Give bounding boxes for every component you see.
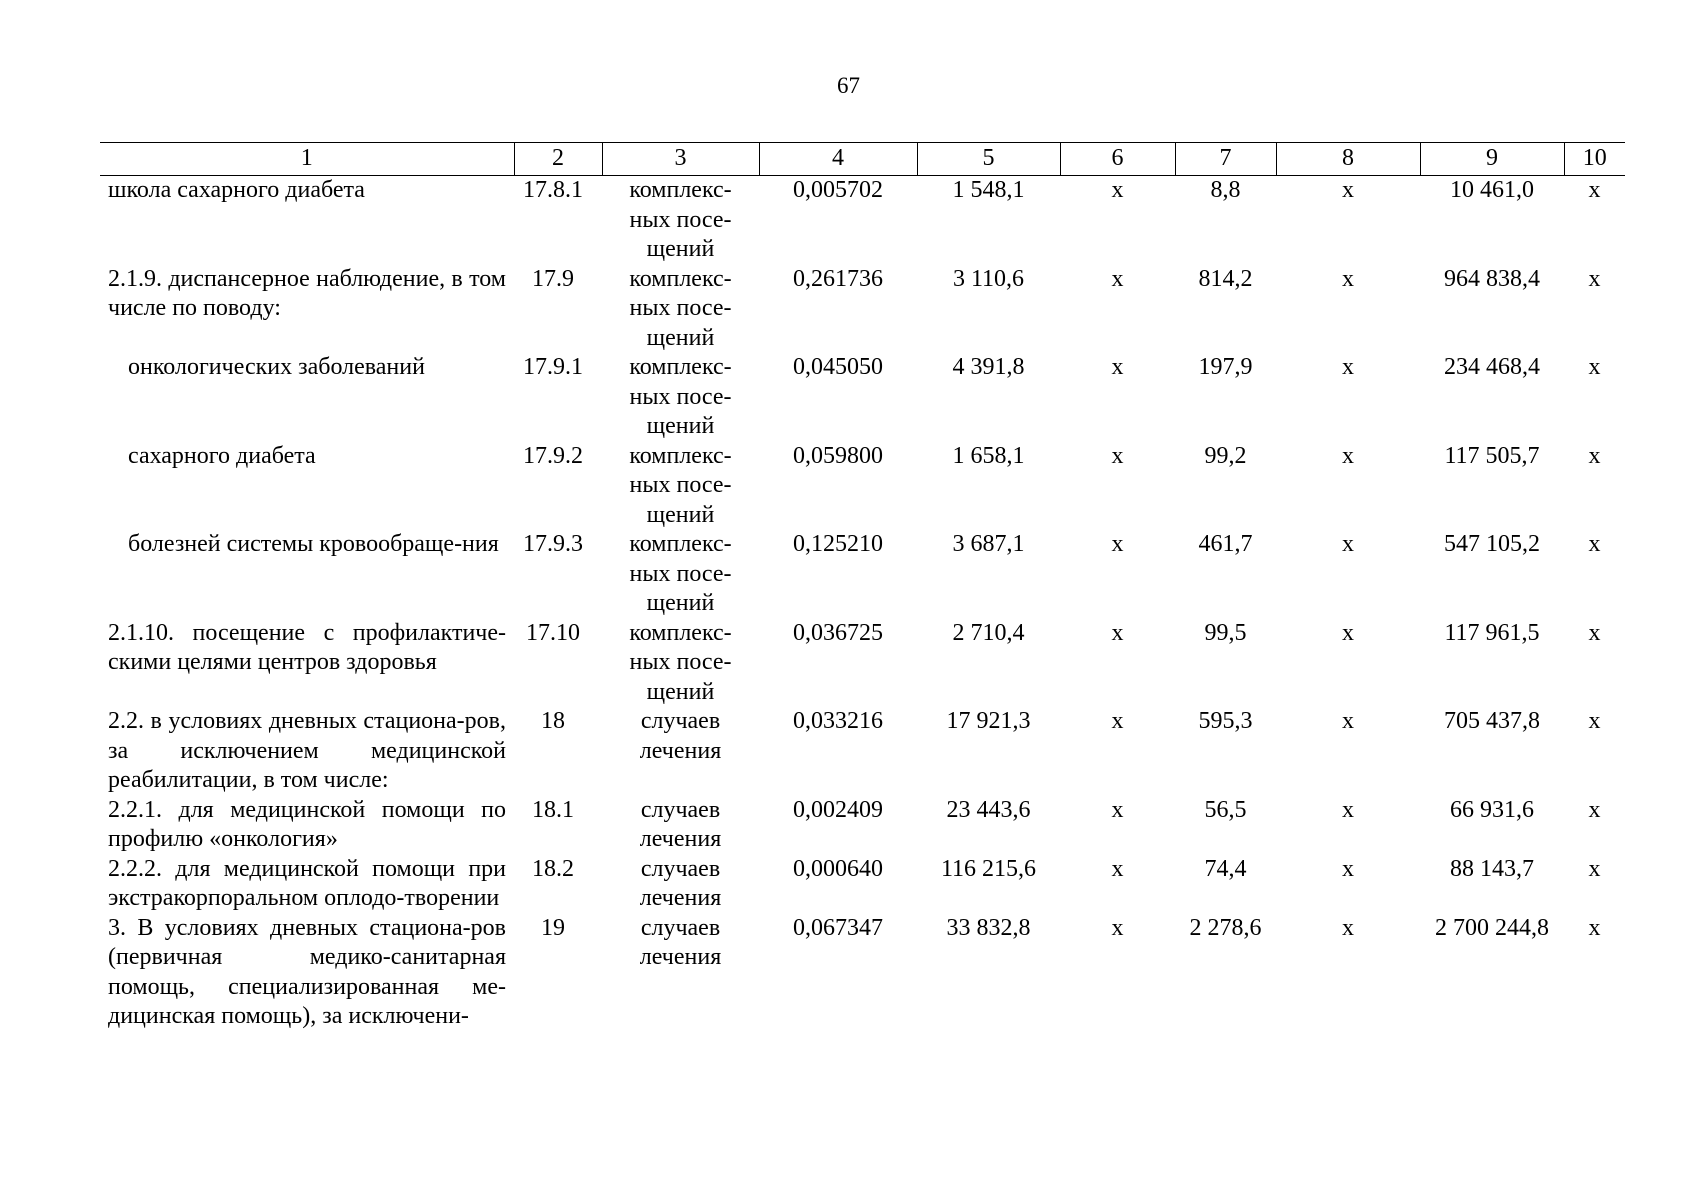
table-row [100, 619, 1625, 708]
row-unit-line: лечения [639, 944, 722, 970]
row-col10: х [1588, 354, 1601, 380]
table-row [100, 914, 1625, 1032]
row-unit-line: щений [646, 324, 715, 351]
row-name: 2.2. в условиях дневных стациона-ров, за исключением медицинской реабилитации, в том числе: [108, 708, 506, 793]
row-unit-line: случаев [640, 796, 721, 823]
row-code: 18.1 [532, 796, 574, 823]
row-code: 17.9.1 [523, 354, 583, 380]
table-row [100, 176, 1625, 265]
column-header: 8 [1276, 143, 1420, 176]
page-number: 67 [837, 73, 860, 98]
row-unit [602, 176, 759, 265]
row-unit-line: случаев [640, 855, 721, 882]
row-col7: 8,8 [1210, 177, 1241, 203]
row-col4: 0,033216 [793, 708, 883, 734]
row-col4: 0,005702 [793, 177, 883, 203]
row-unit [602, 707, 759, 796]
row-col10: х [1588, 265, 1601, 292]
row-unit [602, 265, 759, 354]
row-col8: х [1342, 708, 1354, 734]
row-col9: 117 505,7 [1444, 442, 1540, 469]
row-code: 17.9 [532, 265, 574, 292]
row-col9: 117 961,5 [1444, 619, 1540, 646]
row-unit [602, 619, 759, 708]
row-col10: х [1588, 796, 1601, 823]
column-header: 5 [917, 143, 1060, 176]
row-code: 17.8.1 [523, 177, 583, 203]
row-unit-line: ных посе- [629, 206, 732, 233]
row-col9: 66 931,6 [1450, 796, 1534, 823]
row-unit-line: комплекс- [629, 531, 732, 557]
row-unit-line: ных посе- [629, 472, 732, 498]
column-header: 7 [1175, 143, 1276, 176]
row-col5: 1 548,1 [952, 177, 1025, 203]
row-name: болезней системы кровообраще-ния [128, 531, 499, 557]
row-unit-line: ных посе- [629, 649, 732, 675]
row-col9: 705 437,8 [1444, 708, 1540, 734]
row-col7: 595,3 [1198, 708, 1253, 734]
row-col7: 814,2 [1198, 265, 1253, 292]
row-col9: 547 105,2 [1444, 531, 1540, 557]
row-col10: х [1588, 531, 1601, 557]
row-col8: х [1342, 177, 1354, 203]
row-unit [602, 796, 759, 855]
row-col9: 10 461,0 [1450, 177, 1534, 203]
row-col5: 17 921,3 [946, 708, 1031, 734]
row-unit-line: щений [646, 236, 715, 262]
row-col10: х [1588, 914, 1601, 941]
row-col7: 99,2 [1204, 442, 1247, 469]
row-unit-line: комплекс- [629, 619, 732, 646]
row-col5: 4 391,8 [952, 354, 1025, 380]
row-code: 17.9.3 [523, 531, 583, 557]
row-col5: 2 710,4 [952, 619, 1025, 646]
row-name: 2.2.2. для медицинской помощи при экстракорпоральном оплодо-творении [108, 855, 506, 911]
row-col4: 0,045050 [793, 354, 883, 380]
row-col6: х [1111, 442, 1124, 469]
row-code: 18 [541, 708, 565, 734]
row-col8: х [1342, 442, 1354, 469]
row-col6: х [1111, 796, 1124, 823]
row-col8: х [1342, 855, 1354, 882]
row-unit-line: комплекс- [629, 354, 732, 380]
row-col4: 0,125210 [793, 531, 883, 557]
row-unit-line: случаев [640, 708, 721, 734]
row-col5: 116 215,6 [940, 855, 1037, 882]
row-name: школа сахарного диабета [108, 177, 365, 203]
row-col5: 1 658,1 [952, 442, 1025, 469]
row-col10: х [1588, 177, 1601, 203]
row-col7: 2 278,6 [1189, 914, 1262, 941]
table-row [100, 530, 1625, 619]
row-unit-line: лечения [639, 885, 722, 911]
row-col5: 23 443,6 [946, 796, 1031, 823]
row-unit-line: щений [646, 501, 715, 528]
row-code: 17.10 [526, 619, 580, 646]
column-header: 10 [1564, 143, 1625, 176]
row-col6: х [1111, 177, 1124, 203]
row-unit [602, 855, 759, 914]
column-header: 4 [759, 143, 917, 176]
row-unit [602, 442, 759, 531]
row-name: 3. В условиях дневных стациона-ров (первичная медико-санитарная помощь, специализированная ме-дицинская помощь), за исключени- [108, 914, 506, 1029]
row-unit-line: щений [646, 678, 715, 705]
column-header: 1 [100, 143, 514, 176]
row-col7: 197,9 [1198, 354, 1253, 380]
row-col10: х [1588, 855, 1601, 882]
table-row [100, 442, 1625, 531]
row-col7: 461,7 [1198, 531, 1253, 557]
row-col6: х [1111, 265, 1124, 292]
row-col5: 3 687,1 [952, 531, 1025, 557]
row-col4: 0,067347 [793, 914, 883, 941]
table-row [100, 265, 1625, 354]
row-col6: х [1111, 354, 1124, 380]
row-name: 2.2.1. для медицинской помощи по профилю «онкология» [108, 796, 506, 852]
row-unit-line: комплекс- [629, 177, 732, 203]
table-header-row [100, 143, 1625, 176]
row-col9: 964 838,4 [1444, 265, 1540, 292]
row-col10: х [1588, 442, 1601, 469]
column-header: 2 [514, 143, 602, 176]
row-unit [602, 353, 759, 442]
row-unit-line: случаев [640, 914, 721, 941]
row-unit-line: щений [646, 413, 715, 439]
row-unit-line: щений [646, 590, 715, 616]
row-col4: 0,002409 [793, 796, 883, 823]
row-col7: 74,4 [1204, 855, 1247, 882]
row-name: онкологических заболеваний [128, 354, 425, 380]
column-header: 9 [1420, 143, 1564, 176]
row-unit [602, 914, 759, 1032]
table-row [100, 796, 1625, 855]
row-col8: х [1342, 531, 1354, 557]
row-unit-line: ных посе- [629, 383, 732, 410]
row-col8: х [1342, 796, 1354, 823]
row-col6: х [1111, 855, 1124, 882]
row-code: 18.2 [532, 855, 574, 882]
row-col8: х [1342, 354, 1354, 380]
row-col6: х [1111, 619, 1124, 646]
column-header: 6 [1060, 143, 1175, 176]
row-col9: 234 468,4 [1444, 354, 1540, 380]
row-col4: 0,000640 [793, 855, 883, 882]
row-col8: х [1342, 265, 1354, 292]
column-header: 3 [602, 143, 759, 176]
row-col5: 33 832,8 [946, 914, 1031, 941]
row-col7: 99,5 [1204, 619, 1247, 646]
row-col4: 0,059800 [793, 442, 883, 469]
row-col8: х [1342, 914, 1354, 941]
table-row [100, 855, 1625, 914]
row-col6: х [1111, 531, 1124, 557]
row-col10: х [1588, 708, 1601, 734]
table-row [100, 707, 1625, 796]
row-col4: 0,036725 [793, 619, 883, 646]
row-col7: 56,5 [1204, 796, 1247, 823]
row-col5: 3 110,6 [952, 265, 1025, 292]
row-unit-line: лечения [639, 826, 722, 852]
data-table [100, 142, 1625, 1032]
row-unit-line: лечения [639, 737, 722, 764]
row-unit-line: ных посе- [629, 560, 732, 587]
row-unit-line: ных посе- [629, 295, 732, 321]
row-name: 2.1.9. диспансерное наблюдение, в том числе по поводу: [108, 265, 506, 321]
row-col9: 88 143,7 [1450, 855, 1534, 882]
row-col10: х [1588, 619, 1601, 646]
row-unit-line: комплекс- [629, 265, 732, 292]
row-code: 19 [541, 914, 565, 941]
row-name: 2.1.10. посещение с профилактиче-скими целями центров здоровья [108, 619, 506, 675]
row-col6: х [1111, 914, 1124, 941]
row-col4: 0,261736 [793, 265, 883, 292]
row-col9: 2 700 244,8 [1435, 914, 1549, 941]
row-unit-line: комплекс- [629, 442, 732, 469]
row-col8: х [1342, 619, 1354, 646]
row-col6: х [1111, 708, 1124, 734]
row-code: 17.9.2 [523, 442, 583, 469]
row-unit [602, 530, 759, 619]
row-name: сахарного диабета [128, 442, 316, 469]
table-row [100, 353, 1625, 442]
